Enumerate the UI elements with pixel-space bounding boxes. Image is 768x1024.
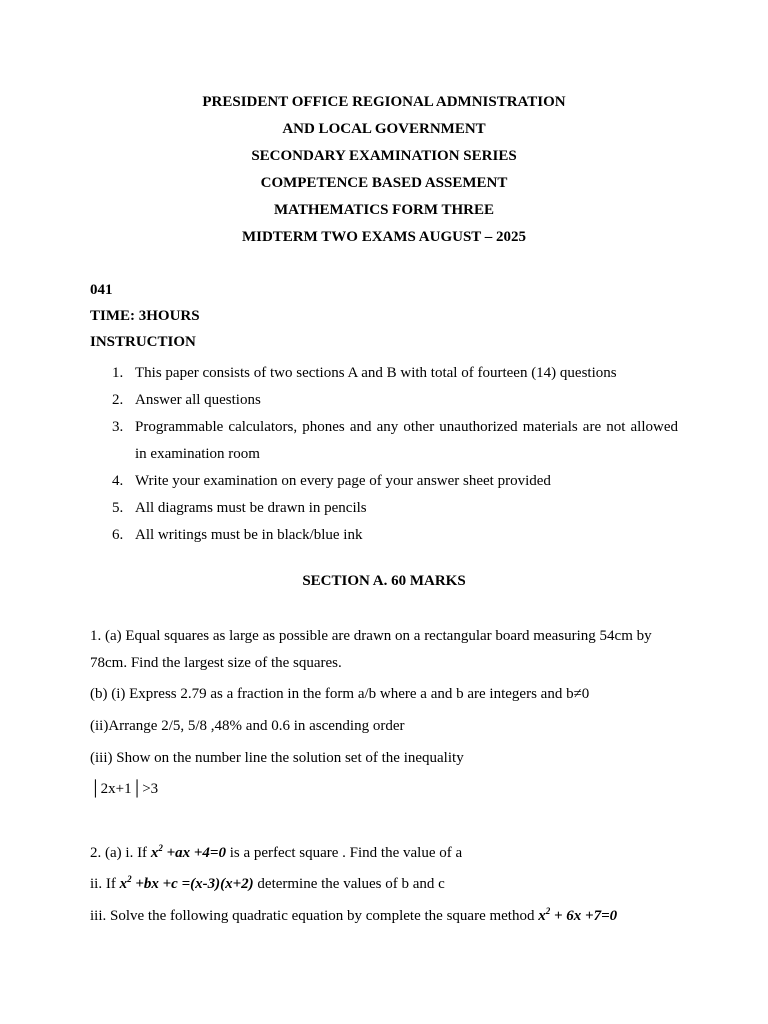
section-a-title: SECTION A. 60 MARKS: [302, 573, 466, 589]
equation: [120, 876, 254, 892]
instruction-number: 1.: [112, 365, 124, 381]
question-2a-i: [90, 840, 680, 867]
question-2a-ii: [90, 871, 680, 898]
question-text: 2. (a) i. If: [90, 845, 151, 861]
question-1b-ii: (ii)Arrange 2/5, 5/8 ,48% and 0.6 in ascending order: [90, 718, 405, 734]
equation-rest: +ax +4=0: [162, 845, 226, 861]
recurring-digit: 9: [199, 686, 207, 702]
equation-exponent: 2: [127, 874, 132, 884]
instruction-item: [112, 522, 678, 549]
exam-time: TIME: 3HOURS: [90, 308, 200, 324]
instruction-number: 6.: [112, 527, 124, 543]
question-2a-iii: [90, 903, 680, 930]
header-line-2: AND LOCAL GOVERNMENT: [282, 121, 486, 137]
instruction-item: [112, 387, 678, 414]
paper-code: 041: [90, 282, 113, 298]
equation-rest: + 6x +7=0: [550, 908, 618, 924]
instruction-number: 5.: [112, 500, 124, 516]
header-line-3: SECONDARY EXAMINATION SERIES: [251, 148, 517, 164]
instruction-text: All writings must be in black/blue ink: [135, 527, 363, 543]
equation-variable: x: [150, 845, 159, 861]
question-text: as a fraction in the form a/b where a and b are integers and b≠0: [206, 686, 590, 702]
instruction-number: 4.: [112, 473, 124, 489]
exam-meta: [90, 280, 200, 358]
equation-variable: x: [119, 876, 128, 892]
question-1b-i: [90, 681, 680, 708]
instruction-text: Write your examination on every page of your answer sheet provided: [135, 473, 551, 489]
instruction-text: Answer all questions: [135, 392, 261, 408]
question-text: ii. If: [90, 876, 120, 892]
instruction-heading: INSTRUCTION: [90, 334, 196, 350]
inequality-expression: │2x+1│>3: [90, 781, 159, 797]
instruction-text: Programmable calculators, phones and any other unauthorized materials are not allowed in examination room: [135, 419, 678, 462]
equation-exponent: 2: [545, 906, 551, 916]
question-1b-iii: (iii) Show on the number line the solution set of the inequality: [90, 750, 464, 766]
instruction-number: 2.: [112, 392, 124, 408]
exam-header: [0, 92, 768, 254]
header-line-6: MIDTERM TWO EXAMS AUGUST – 2025: [241, 229, 527, 245]
equation: [151, 845, 226, 861]
header-line-5: MATHEMATICS FORM THREE: [273, 202, 494, 218]
header-line-4: COMPETENCE BASED ASSEMENT: [260, 175, 508, 191]
header-line-1: PRESIDENT OFFICE REGIONAL ADMNISTRATION: [202, 94, 566, 110]
equation-exponent: 2: [158, 843, 163, 853]
instruction-text: This paper consists of two sections A and B with total of fourteen (14) questions: [135, 365, 617, 381]
instruction-item: [112, 360, 678, 387]
equation: [538, 908, 617, 924]
question-text: (b) (i) Express 2.7: [90, 686, 200, 702]
instruction-item: [112, 495, 678, 522]
question-text: iii. Solve the following quadratic equation by complete the square method: [90, 908, 539, 924]
question-text: is a perfect square . Find the value of a: [225, 845, 463, 861]
equation-variable: x: [538, 908, 546, 924]
equation-rest: +bx +c =(x-3)(x+2): [131, 876, 254, 892]
question-1a: 1. (a) Equal squares as large as possible are drawn on a rectangular board measuring 54cm by 78cm. Find the largest size of the squares.: [90, 628, 652, 671]
instruction-text: All diagrams must be drawn in pencils: [135, 500, 367, 516]
instruction-number: 3.: [112, 419, 124, 435]
instruction-item: [112, 468, 678, 495]
instruction-item: [112, 414, 678, 468]
instruction-list: [112, 360, 678, 549]
question-text: determine the values of b and c: [253, 876, 445, 892]
